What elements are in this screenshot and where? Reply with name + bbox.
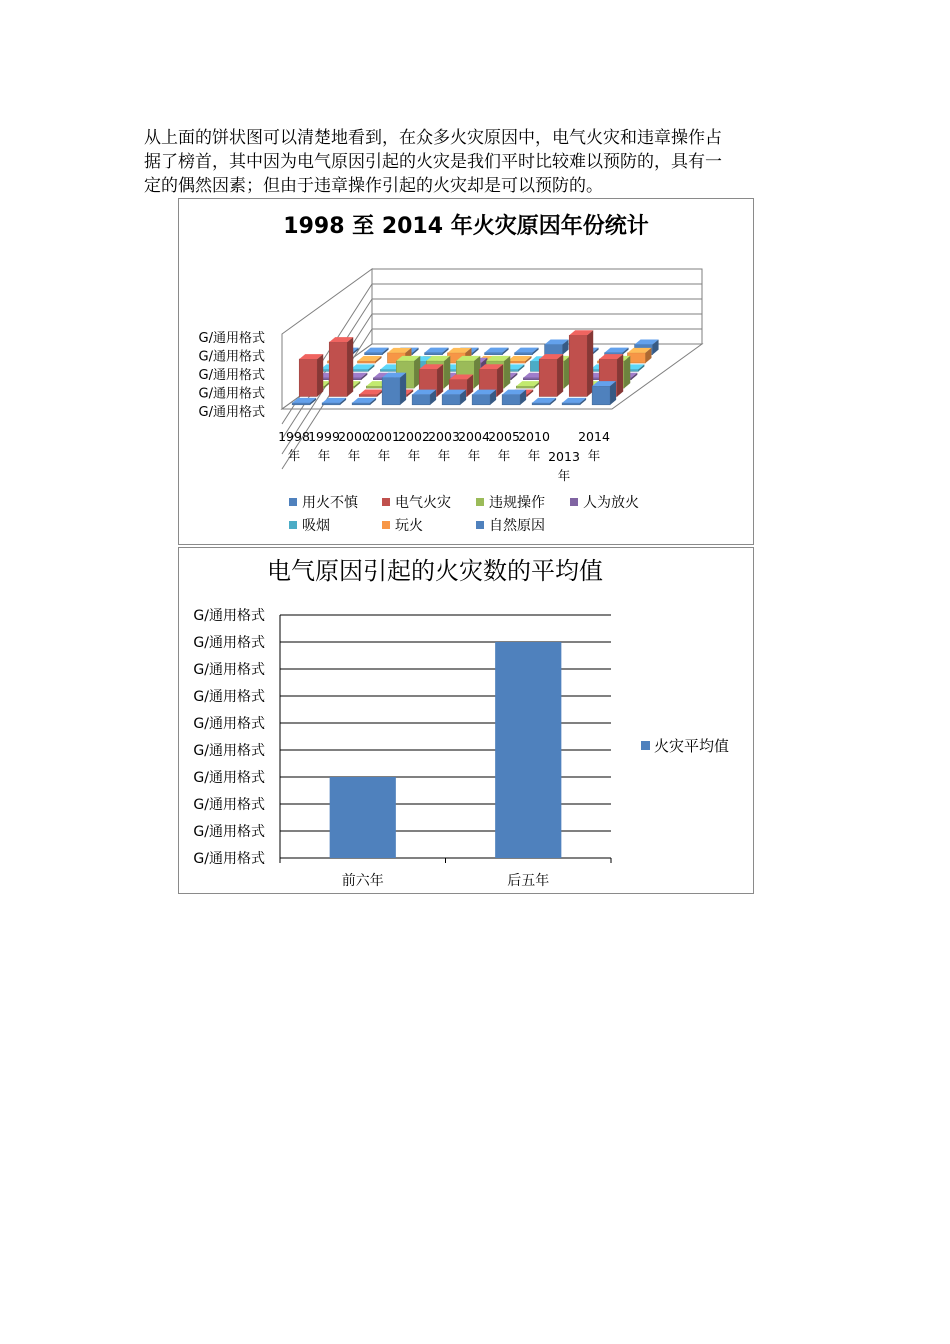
chart1-x-tick-label: 2004 — [458, 429, 490, 444]
chart1-bar-玩火-2014年 — [627, 348, 651, 363]
chart1-bar-电气火灾-2013年 — [569, 330, 593, 396]
chart1-legend-label: 吸烟 — [302, 518, 330, 534]
chart1-bar-玩火-1999年 — [357, 356, 381, 363]
chart1-back-wall — [372, 269, 702, 344]
chart1-legend-swatch — [476, 498, 484, 506]
chart1-bar-用火不慎-2002年 — [412, 390, 436, 405]
chart1-legend-swatch — [382, 498, 390, 506]
chart1-bar-吸烟-1999年 — [350, 364, 374, 371]
chart1-bar-电气火灾-2010年 — [539, 354, 563, 396]
chart1-x-ticks — [278, 429, 610, 483]
chart1-x-tick-label: 年 — [287, 448, 301, 463]
chart1-bar-违规操作-2005年 — [516, 381, 540, 388]
chart1-legend-swatch — [289, 498, 297, 506]
chart2-legend-swatch — [641, 741, 650, 750]
chart2-y-tick-label: G/通用格式 — [193, 662, 265, 678]
chart1-bar-用火不慎-2003年 — [442, 390, 466, 405]
chart2-y-tick-label: G/通用格式 — [193, 824, 265, 840]
chart1-legend-label: 自然原因 — [489, 518, 545, 534]
paragraph-line: 据了榜首，其中因为电气原因引起的火灾是我们平时比较难以预防的，具有一 — [144, 152, 722, 172]
chart1-legend-label: 玩火 — [395, 518, 423, 534]
chart2-y-tick-label: G/通用格式 — [193, 797, 265, 813]
chart1-bar-用火不慎-1999年 — [322, 398, 346, 405]
chart1-y-tick-label: G/通用格式 — [198, 368, 265, 383]
chart1-bar-用火不慎-2001年 — [382, 373, 406, 405]
chart1-legend-label: 用火不慎 — [302, 495, 358, 511]
chart1-bar-用火不慎-2004年 — [472, 390, 496, 405]
chart1-bar-自然原因-2005年 — [545, 339, 569, 354]
chart1-x-tick-label: 年 — [347, 448, 361, 463]
chart1-y-tick-label: G/通用格式 — [198, 386, 265, 402]
chart1-bar-自然原因-2013年 — [605, 348, 629, 355]
chart1-legend-swatch — [570, 498, 578, 506]
chart1-bar-用火不慎-2013年 — [562, 398, 586, 405]
chart1-bar-电气火灾-2000年 — [359, 389, 383, 396]
chart1-legend-label: 电气火灾 — [395, 495, 451, 511]
chart2-title: 电气原因引起的火灾数的平均值 — [267, 557, 603, 585]
chart2-y-tick-label: G/通用格式 — [193, 608, 265, 624]
chart1-legend-label: 人为放火 — [583, 495, 639, 511]
electrical-average-chart-svg — [179, 548, 753, 893]
chart1-bar-用火不慎-2014年 — [592, 381, 616, 405]
chart1-bar-自然原因-1999年 — [365, 348, 389, 355]
chart1-bar-自然原因-2004年 — [515, 348, 539, 355]
chart1-x-tick-label: 年 — [587, 448, 601, 463]
chart1-x-tick-label: 2000 — [338, 429, 370, 444]
chart1-bar-用火不慎-2000年 — [352, 398, 376, 405]
chart1-y-tick-label: G/通用格式 — [198, 331, 265, 346]
chart1-bar-自然原因-2003年 — [485, 348, 509, 355]
chart2-y-tick-label: G/通用格式 — [193, 689, 265, 705]
chart1-x-tick-label: 2013 — [548, 449, 580, 464]
chart1-x-tick-label: 年 — [497, 448, 511, 463]
chart2-x-tick-label: 后五年 — [507, 873, 550, 889]
chart1-x-tick-label: 1999 — [308, 429, 340, 444]
chart1-side-wall — [282, 269, 372, 409]
chart1-x-tick-label: 年 — [437, 448, 451, 463]
chart2-x-ticks — [342, 872, 550, 889]
chart1-x-tick-label: 2005 — [488, 429, 520, 444]
chart1-x-tick-label: 年 — [407, 448, 421, 463]
chart1-legend-swatch — [289, 521, 297, 529]
chart2-legend-label: 火灾平均值 — [654, 737, 730, 755]
intro-paragraph — [144, 126, 812, 198]
chart2-y-tick-label: G/通用格式 — [193, 716, 265, 732]
chart1-title: 1998 至 2014 年火灾原因年份统计 — [283, 214, 649, 239]
chart1-bar-自然原因-2001年 — [425, 348, 449, 355]
electrical-average-chart — [178, 547, 754, 894]
chart2-y-tick-label: G/通用格式 — [193, 770, 265, 786]
paragraph-line: 定的偶然因素；但由于违章操作引起的火灾却是可以预防的。 — [144, 176, 603, 196]
chart1-x-tick-label: 2010 — [518, 429, 550, 444]
chart1-bar-电气火灾-1999年 — [329, 337, 353, 396]
chart1-bar-用火不慎-2005年 — [502, 390, 526, 405]
chart1-x-tick-label: 2014 — [578, 429, 610, 444]
chart1-x-tick-label: 2001 — [368, 429, 400, 444]
chart1-y-tick-label: G/通用格式 — [198, 405, 265, 420]
chart1-bar-电气火灾-1998年 — [299, 354, 323, 396]
chart1-x-tick-label: 年 — [467, 448, 481, 463]
chart1-x-tick-label: 1998 — [278, 429, 310, 444]
chart2-legend — [641, 737, 729, 755]
chart1-x-tick-label: 年 — [527, 448, 541, 463]
chart1-x-tick-label: 年 — [377, 448, 391, 463]
fire-cause-3d-chart — [178, 198, 754, 545]
chart1-bar-玩火-2004年 — [507, 356, 531, 363]
chart1-y-tick-label: G/通用格式 — [198, 349, 265, 365]
chart1-x-tick-label: 年 — [317, 448, 331, 463]
chart1-legend-swatch — [476, 521, 484, 529]
chart1-y-ticks — [199, 330, 265, 420]
chart2-y-tick-label: G/通用格式 — [193, 743, 265, 759]
chart2-y-tick-label: G/通用格式 — [193, 851, 265, 867]
chart1-legend — [289, 494, 639, 534]
chart1-legend-label: 违规操作 — [489, 495, 545, 511]
fire-cause-3d-chart-svg — [179, 199, 753, 544]
chart2-bar-后五年 — [495, 642, 561, 858]
chart2-bar-前六年 — [330, 777, 396, 858]
chart1-x-tick-label: 2002 — [398, 429, 430, 444]
chart2-x-tick-label: 前六年 — [341, 873, 384, 889]
chart1-x-tick-label: 年 — [557, 468, 571, 483]
chart2-y-tick-label: G/通用格式 — [193, 635, 265, 651]
chart2-y-ticks — [193, 607, 265, 867]
paragraph-line: 从上面的饼状图可以清楚地看到，在众多火灾原因中，电气火灾和违章操作占 — [144, 128, 722, 148]
chart1-legend-swatch — [382, 521, 390, 529]
chart1-x-tick-label: 2003 — [428, 429, 460, 444]
chart1-bar-用火不慎-2010年 — [532, 398, 556, 405]
